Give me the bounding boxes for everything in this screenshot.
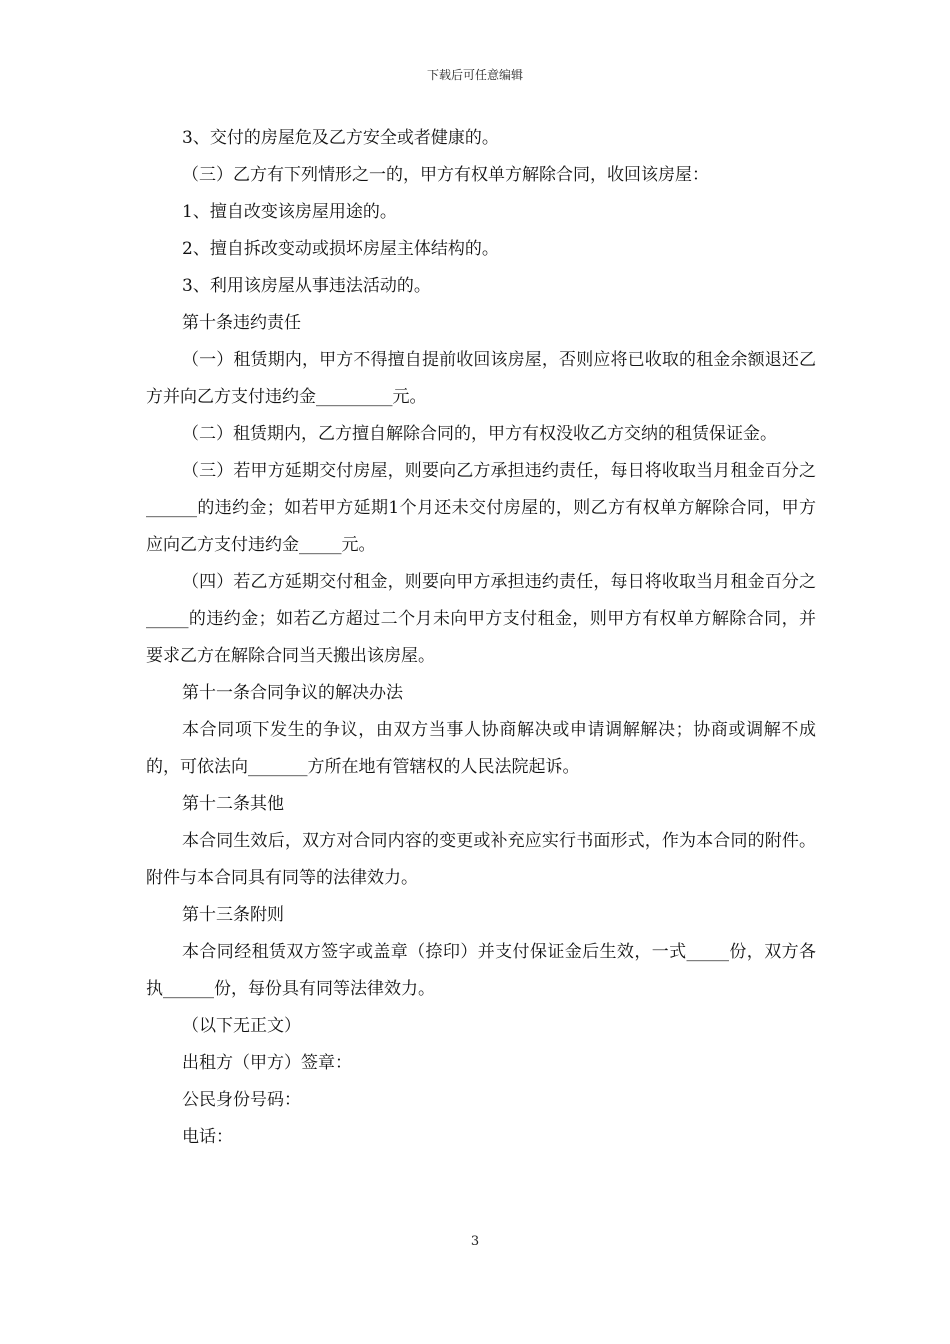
id-number-label: 公民身份号码： [182,1090,301,1110]
document-body [146,120,816,1156]
clause-item-2-alter-structure: 2、擅自拆改变动或损坏房屋主体结构的。 [182,239,499,259]
clause-item-3-illegal-activity: 3、利用该房屋从事违法活动的。 [182,276,431,296]
page-number: 3 [470,1234,480,1249]
article-10-clause-2: （二）租赁期内，乙方擅自解除合同的，甲方有权没收乙方交纳的租赁保证金。 [182,424,777,444]
article-10-clause-4: （四）若乙方延期交付租金，则要向甲方承担违约责任，每日将收取当月租金百分之_____的违约金；如若乙方超过二个月未向甲方支付租金，则甲方有权单方解除合同，并要求乙方在解除合同当天搬出该房屋。 [146,572,816,666]
article-11-body: 本合同项下发生的争议，由双方当事人协商解决或申请调解解决；协商或调解不成的，可依法向_______方所在地有管辖权的人民法院起诉。 [146,720,816,777]
clause-tenant-termination-conditions: （三）乙方有下列情形之一的，甲方有权单方解除合同，收回该房屋： [182,165,709,185]
article-10-clause-3: （三）若甲方延期交付房屋，则要向乙方承担违约责任，每日将收取当月租金百分之______的违约金；如若甲方延期1个月还未交付房屋的，则乙方有权单方解除合同，甲方应向乙方支付违约金_____元。 [146,461,816,555]
article-10-heading: 第十条违约责任 [182,313,301,333]
page-header: 下载后可任意编辑 [426,68,523,82]
clause-item-3-hazard: 3、交付的房屋危及乙方安全或者健康的。 [182,128,499,148]
no-further-text-note: （以下无正文） [182,1016,301,1036]
article-13-body: 本合同经租赁双方签字或盖章（捺印）并支付保证金后生效，一式_____份，双方各执______份，每份具有同等法律效力。 [146,942,816,999]
lessor-signature-label: 出租方（甲方）签章： [182,1053,352,1073]
article-11-heading: 第十一条合同争议的解决办法 [182,683,403,703]
article-10-clause-1: （一）租赁期内，甲方不得擅自提前收回该房屋，否则应将已收取的租金余额退还乙方并向乙方支付违约金_________元。 [146,350,816,407]
article-12-body: 本合同生效后，双方对合同内容的变更或补充应实行书面形式，作为本合同的附件。附件与本合同具有同等的法律效力。 [146,831,816,888]
article-12-heading: 第十二条其他 [182,794,284,814]
phone-label: 电话： [182,1127,233,1147]
article-13-heading: 第十三条附则 [182,905,284,925]
clause-item-1-change-use: 1、擅自改变该房屋用途的。 [182,202,397,222]
